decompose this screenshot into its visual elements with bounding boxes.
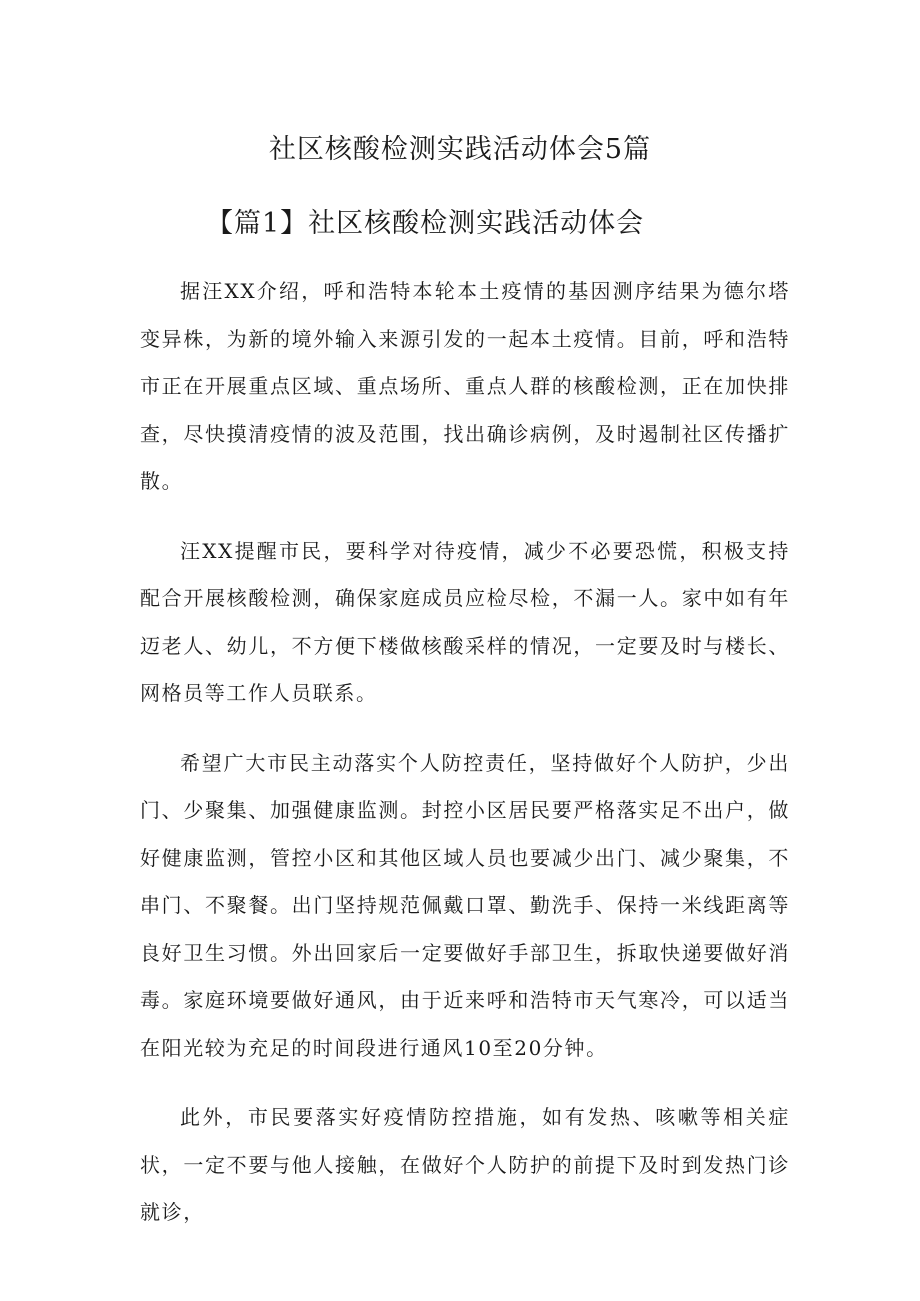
paragraph-1: 据汪XX介绍，呼和浩特本轮本土疫情的基因测序结果为德尔塔变异株，为新的境外输入来源引发的一起本土疫情。目前，呼和浩特市正在开展重点区域、重点场所、重点人群的核酸检测，正在加快排查，尽快摸清疫情的波及范围，找出确诊病例，及时遏制社区传播扩散。 [140,279,790,493]
paragraph-2: 汪XX提醒市民，要科学对待疫情，减少不必要恐慌，积极支持配合开展核酸检测，确保家庭成员应检尽检，不漏一人。家中如有年迈老人、幼儿，不方便下楼做核酸采样的情况，一定要及时与楼长、网格员等工作人员联系。 [140,538,790,705]
document-body [140,268,790,1259]
section-title: 【篇1】社区核酸检测实践活动体会 [206,208,645,239]
paragraph-4: 此外，市民要落实好疫情防控措施，如有发热、咳嗽等相关症状，一定不要与他人接触，在做好个人防护的前提下及时到发热门诊就诊， [140,1105,790,1224]
paragraph-3: 希望广大市民主动落实个人防控责任，坚持做好个人防护，少出门、少聚集、加强健康监测。封控小区居民要严格落实足不出户，做好健康监测，管控小区和其他区域人员也要减少出门、减少聚集，不串门、不聚餐。出门坚持规范佩戴口罩、勤洗手、保持一米线距离等良好卫生习惯。外出回家后一定要做好手部卫生，拆取快递要做好消毒。家庭环境要做好通风，由于近来呼和浩特市天气寒冷，可以适当在阳光较为充足的时间段进行通风10至20分钟。 [140,750,790,1060]
document-title: 社区核酸检测实践活动体会5篇 [268,134,652,165]
